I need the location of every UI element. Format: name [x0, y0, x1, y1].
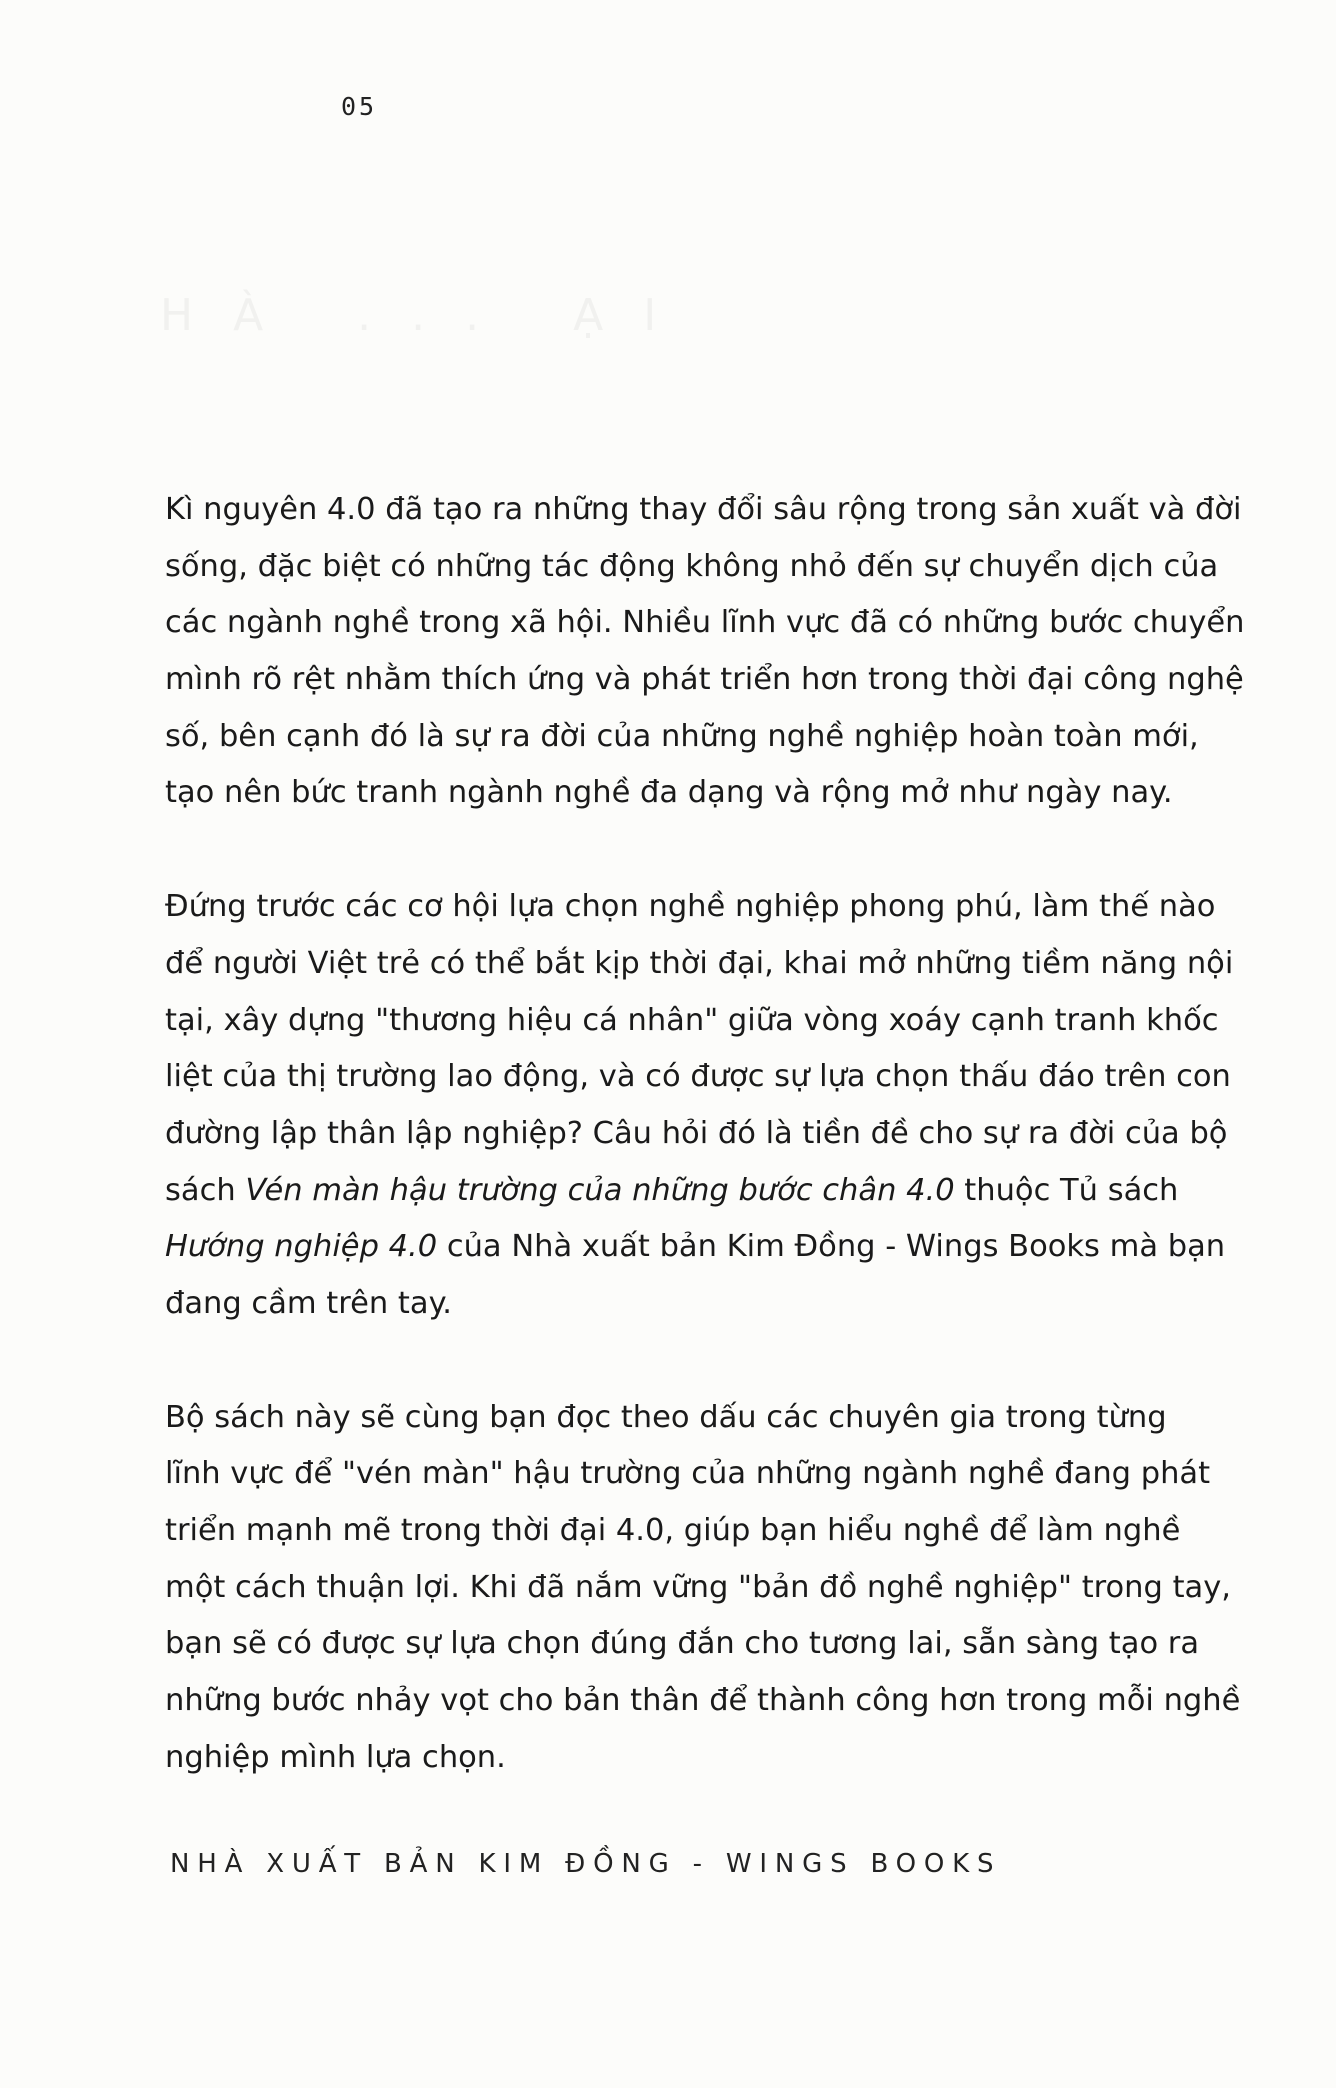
body-text	[165, 482, 1245, 1786]
text-line: để người Việt trẻ có thể bắt kịp thời đại, khai mở những tiềm năng nội	[165, 945, 1234, 981]
text-line	[165, 1163, 1240, 1220]
text-line: những bước nhảy vọt cho bản thân để thành công hơn trong mỗi nghề	[165, 1683, 1241, 1719]
page-number: 05	[341, 92, 378, 121]
text-line: lĩnh vực để "vén màn" hậu trường của những ngành nghề đang phát	[165, 1456, 1211, 1492]
text-line: triển mạnh mẽ trong thời đại 4.0, giúp bạn hiểu nghề để làm nghề	[165, 1513, 1181, 1548]
text-line: Bộ sách này sẽ cùng bạn đọc theo dấu các chuyên gia trong từng	[165, 1399, 1167, 1435]
text-segment: sách	[165, 1172, 246, 1208]
text-line: tạo nên bức tranh ngành nghề đa dạng và rộng mở như ngày nay.	[165, 775, 1173, 811]
text-line: một cách thuận lợi. Khi đã nắm vững "bản đồ nghề nghiệp" trong tay,	[165, 1569, 1231, 1605]
text-line: đang cầm trên tay.	[165, 1285, 452, 1321]
text-line: số, bên cạnh đó là sự ra đời của những nghề nghiệp hoàn toàn mới,	[165, 718, 1199, 754]
faded-heading: HÀ ... ẠI	[160, 290, 697, 341]
text-line: tại, xây dựng "thương hiệu cá nhân" giữa vòng xoáy cạnh tranh khốc	[165, 1002, 1219, 1038]
text-line: bạn sẽ có được sự lựa chọn đúng đắn cho tương lai, sẵn sàng tạo ra	[165, 1626, 1200, 1662]
text-segment: của Nhà xuất bản Kim Đồng - Wings Books mà bạn	[437, 1229, 1226, 1265]
paragraph-2	[165, 879, 1240, 1333]
book-series-title: Vén màn hậu trường của những bước chân 4.0	[245, 1172, 955, 1208]
text-segment: thuộc Tủ sách	[954, 1172, 1179, 1208]
text-line: nghiệp mình lựa chọn.	[165, 1739, 506, 1775]
text-line: Đứng trước các cơ hội lựa chọn nghề nghiệp phong phú, làm thế nào	[165, 889, 1216, 925]
text-line: Kì nguyên 4.0 đã tạo ra những thay đổi sâu rộng trong sản xuất và đời	[165, 492, 1242, 527]
text-line: đường lập thân lập nghiệp? Câu hỏi đó là tiền đề cho sự ra đời của bộ	[165, 1115, 1228, 1151]
text-line: các ngành nghề trong xã hội. Nhiều lĩnh vực đã có những bước chuyển	[165, 605, 1245, 641]
publisher-signature: NHÀ XUẤT BẢN KIM ĐỒNG - WINGS BOOKS	[170, 1849, 1002, 1879]
paragraph-1	[165, 482, 1245, 822]
text-line: mình rõ rệt nhằm thích ứng và phát triển hơn trong thời đại công nghệ	[165, 662, 1244, 698]
text-line	[165, 1219, 1240, 1276]
text-line: liệt của thị trường lao động, và có được sự lựa chọn thấu đáo trên con	[165, 1059, 1231, 1095]
text-line: sống, đặc biệt có những tác động không nhỏ đến sự chuyển dịch của	[165, 548, 1219, 584]
bookshelf-title: Hướng nghiệp 4.0	[165, 1229, 438, 1265]
paragraph-3	[165, 1390, 1240, 1787]
